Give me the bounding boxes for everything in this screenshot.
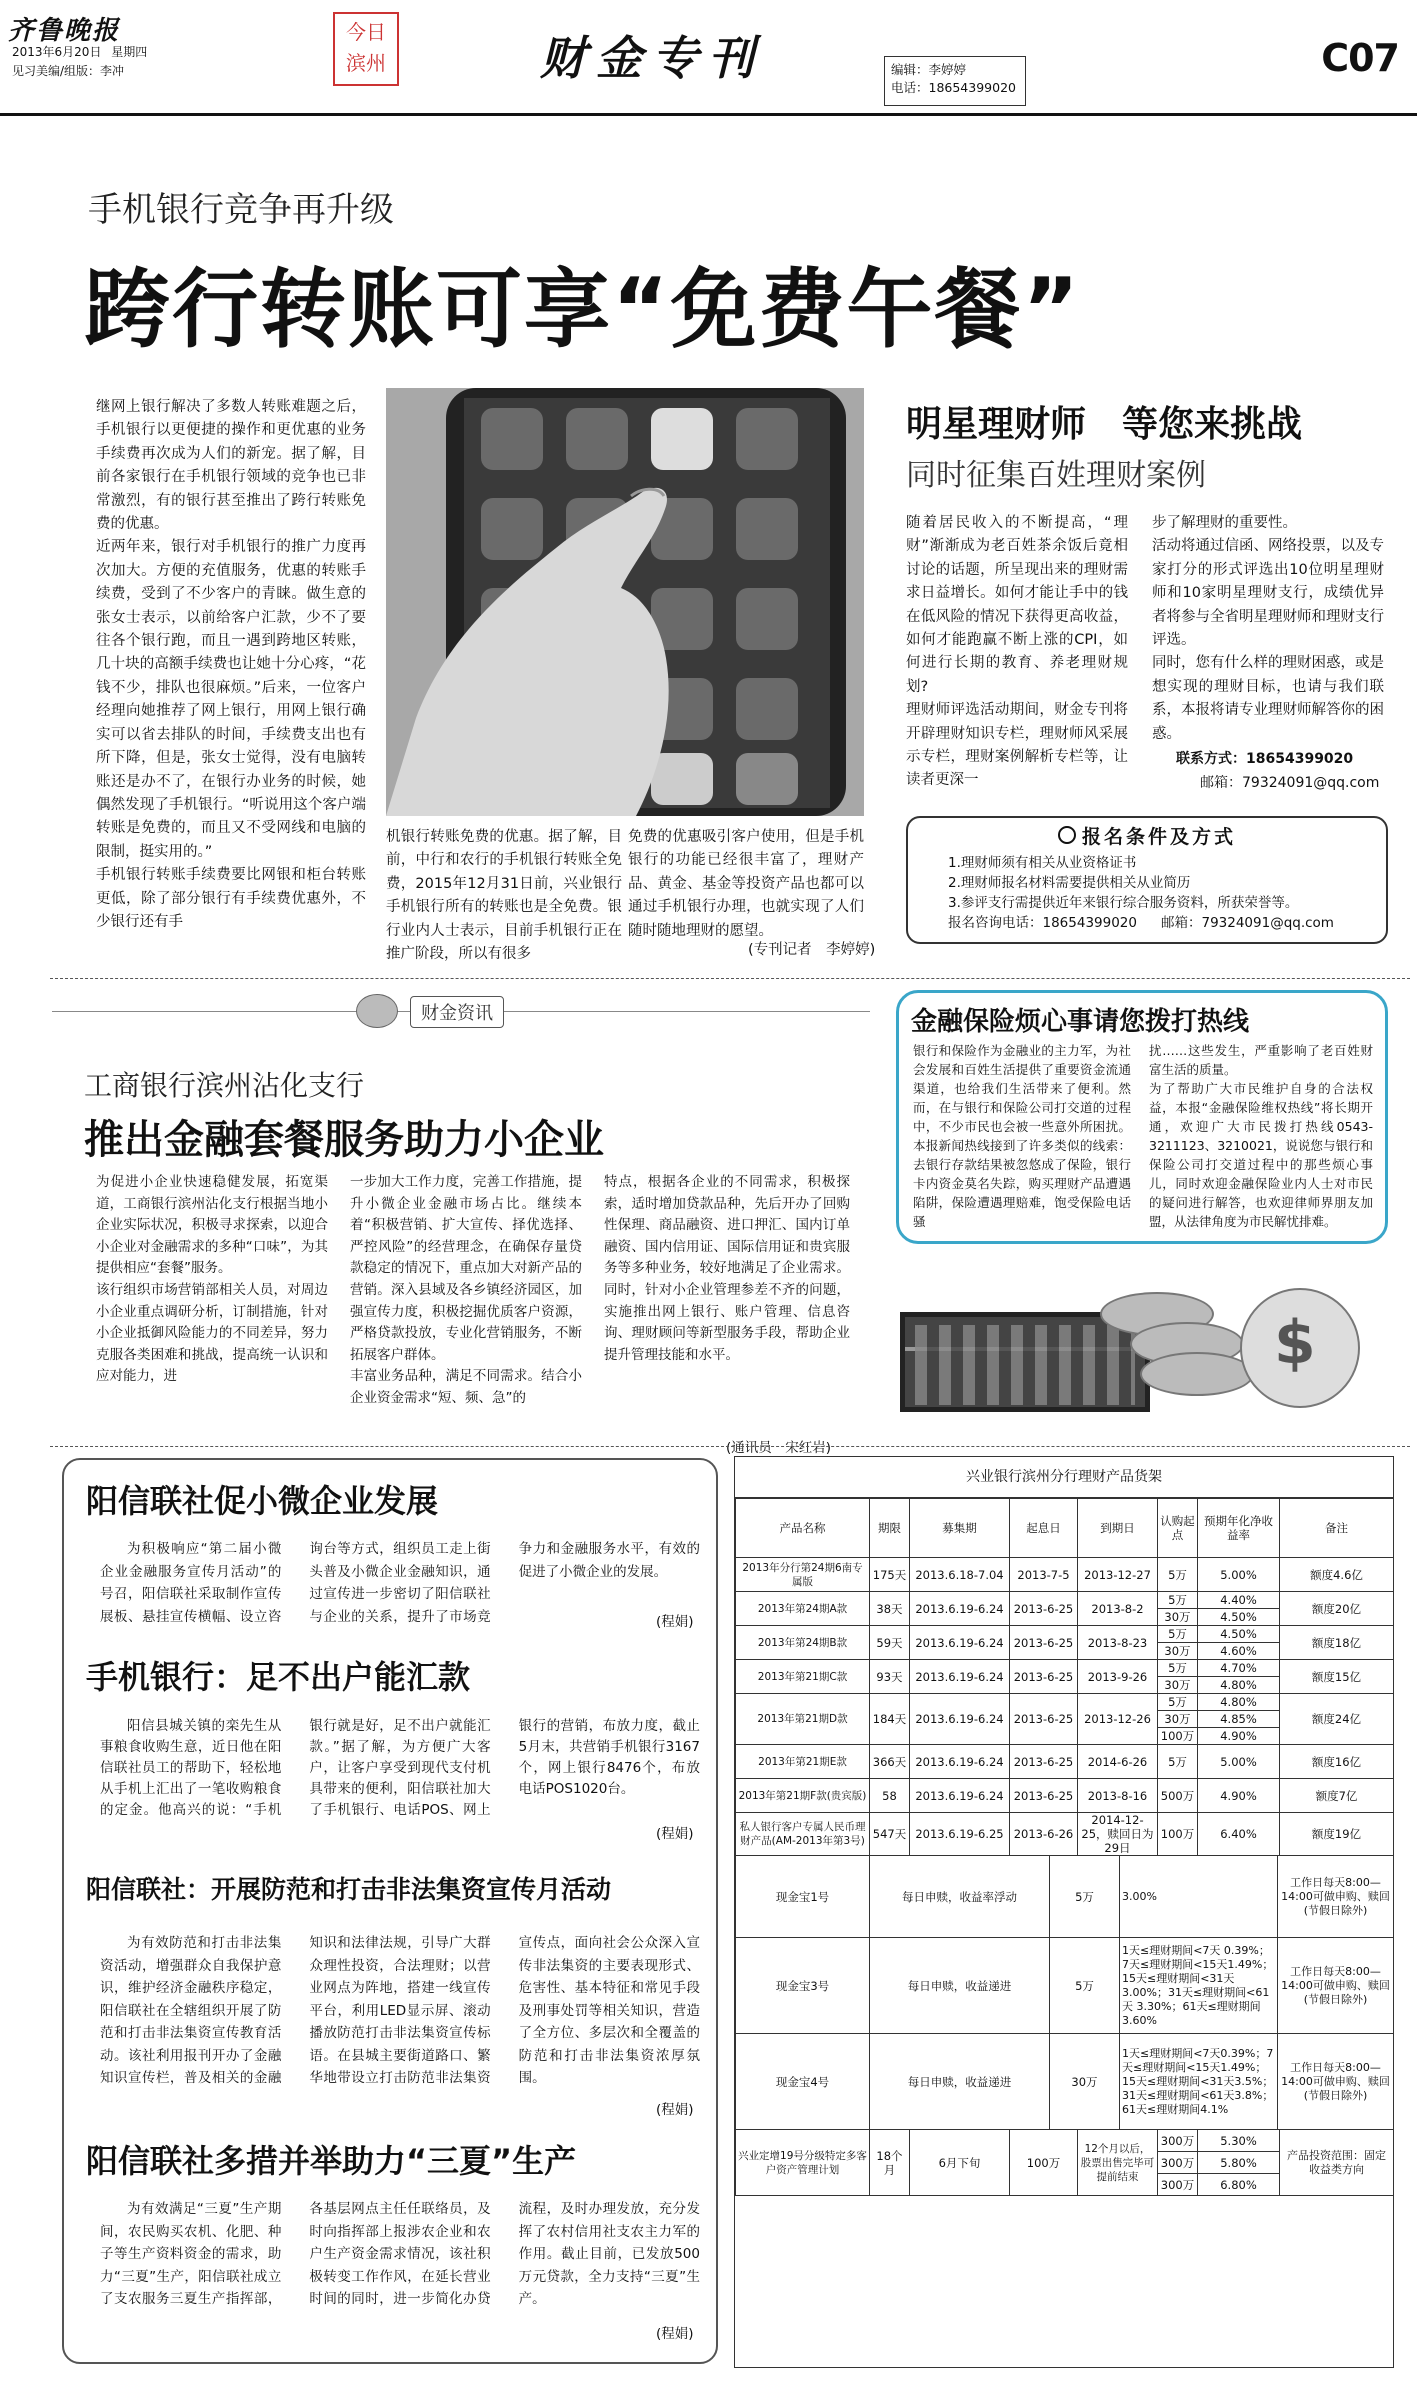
table-cell: 2013-8-2 <box>1078 1592 1158 1626</box>
conditions-phone: 报名咨询电话：18654399020 <box>948 915 1137 931</box>
promo-contact: 联系方式：18654399020 <box>1176 751 1354 767</box>
header-cell: 募集期 <box>910 1499 1010 1558</box>
product-name-cell: 现金宝4号 <box>736 2034 870 2130</box>
hotline-box <box>896 990 1388 1244</box>
coin-icon <box>1140 1352 1254 1396</box>
table-cell: 每日申赎，收益率浮动 <box>870 1856 1050 1938</box>
table-cell: 300万 <box>1158 2130 1198 2152</box>
min-amount-cell: 5万 <box>1158 1558 1198 1592</box>
table-row <box>736 2130 1394 2152</box>
table-cell: 2013-6-25 <box>1010 1660 1078 1694</box>
table-row <box>736 1694 1394 1711</box>
yield-cell: 4.90% <box>1198 1728 1280 1745</box>
globe-icon <box>356 994 398 1028</box>
table-cell: 6月下旬 <box>910 2130 1010 2196</box>
yield-cell: 4.60% <box>1198 1643 1280 1660</box>
table-cell: 38天 <box>870 1592 910 1626</box>
yield-cell: 4.70% <box>1198 1660 1280 1677</box>
table-row <box>736 1660 1394 1677</box>
header-cell: 期限 <box>870 1499 910 1558</box>
table-cell: 300万 <box>1158 2152 1198 2174</box>
table-cell: 2013-6-26 <box>1010 1813 1078 1856</box>
min-amount-cell: 5万 <box>1158 1626 1198 1643</box>
product-name-cell: 现金宝3号 <box>736 1938 870 2034</box>
product-name-cell: 2013年第24期A款 <box>736 1592 870 1626</box>
table-cell: 2013-6-25 <box>1010 1694 1078 1745</box>
table-row <box>736 1745 1394 1779</box>
staff-credit: 见习美编/组版：李冲 <box>12 64 125 78</box>
min-amount-cell: 5万 <box>1158 1660 1198 1677</box>
article-byline: (程娟) <box>656 2102 694 2118</box>
table-cell: 2013-8-23 <box>1078 1626 1158 1660</box>
min-amount-cell: 5万 <box>1158 1592 1198 1609</box>
clock-icon <box>1058 826 1076 844</box>
table-cell: 2013.6.19-6.24 <box>910 1660 1010 1694</box>
dollar-sign-icon: $ <box>1274 1308 1316 1378</box>
yield-cell: 4.80% <box>1198 1677 1280 1694</box>
table-cell: 2013-6-25 <box>1010 1592 1078 1626</box>
table-row <box>736 1558 1394 1592</box>
condition-item: 1.理财师须有相关从业资格证书 <box>948 855 1137 871</box>
article-text: 为有效防范和打击非法集资活动，增强群众自我保护意识，维护经济金融秩序稳定，阳信联社在全辖组织开展了防范和打击非法集资宣传教育活动。该社利用报刊开办了金融知识宣传栏，普及相关的金融知识和法律法规，引导广大群众理性投资，合法理财；以营业网点为阵地，搭建一线宣传平台，利用LED显示屏、滚动播放防范打击非法集资宣传标语。在县城主要街道路口、繁华地带设立打击防范非法集资宣传点，面向社会公众深入宣传非法集资的主要表现形式、危害性、基本特征和常见手段及刑事处罚等相关知识，营造了全方位、多层次和全覆盖的防范和打击非法集资浓厚氛围。 <box>100 1935 700 2086</box>
article-title: 阳信联社多措并举助力“三夏”生产 <box>86 2142 577 2180</box>
table-cell: 2013.6.19-6.25 <box>910 1813 1010 1856</box>
table-cell: 2013.6.19-6.24 <box>910 1779 1010 1813</box>
header-cell: 起息日 <box>1010 1499 1078 1558</box>
table-row <box>736 2034 1394 2130</box>
yield-cell: 4.40% <box>1198 1592 1280 1609</box>
table-cell: 2013-7-5 <box>1010 1558 1078 1592</box>
min-amount-cell: 5万 <box>1158 1745 1198 1779</box>
yield-cell: 5.00% <box>1198 1558 1280 1592</box>
table-cell: 175天 <box>870 1558 910 1592</box>
note-cell: 额度15亿 <box>1280 1660 1394 1694</box>
condition-item: 2.理财师报名材料需要提供相关从业简历 <box>948 875 1191 891</box>
yield-cell: 1天≤理财期间<7天 0.39%；7天≤理财期间<15天1.49%；15天≤理财期间<31天 3.00%；31天≤理财期间<61天 3.30%；61天≤理财期间 3.60% <box>1120 1938 1278 2034</box>
section-title: 财金专刊 <box>540 31 764 85</box>
min-amount-cell: 100万 <box>1010 2130 1078 2196</box>
yield-cell: 4.50% <box>1198 1609 1280 1626</box>
promo-email: 邮箱：79324091@qq.com <box>1200 775 1380 791</box>
note-cell: 额度7亿 <box>1280 1779 1394 1813</box>
hotline-column-1: 银行和保险作为金融业的主力军，为社会发展和百姓生活提供了重要资金流通渠道，也给我们生活带来了便利。然而，在与银行和保险公司打交道的过程中，不少市民也会被一些意外所困扰。本报新闻热线接到了许多类似的线索：去银行存款结果被忽悠成了保险，银行卡内资金莫名失踪，购买理财产品遭遇陷阱，保险遭遇理赔难，饱受保险电话骚 <box>913 1043 1131 1229</box>
yield-cell: 4.50% <box>1198 1626 1280 1643</box>
masthead-rule <box>0 113 1417 116</box>
header-cell: 备注 <box>1280 1499 1394 1558</box>
article-title: 手机银行：足不出户能汇款 <box>86 1658 471 1696</box>
smb-column-2: 一步加大工作力度，完善工作措施，提升小微企业金融市场占比。继续本着“积极营销、扩大宣传、择优选择、严控风险”的经营理念，在确保存量贷款稳定的情况下，重点加大对新产品的营销。深入县域及各乡镇经济园区，加强宣传力度，积极挖掘优质客户资源，严格贷款投放，专业化营销服务，不断拓展客户群体。 丰富业务品种，满足不同需求。结合小企业资金需求“短、频、急”的 <box>350 1174 582 1406</box>
product-name-cell: 2013年第21期C款 <box>736 1660 870 1694</box>
note-cell: 额度18亿 <box>1280 1626 1394 1660</box>
smb-byline: (通讯员 宋红岩) <box>726 1440 832 1456</box>
product-table <box>735 1498 1394 1856</box>
table-cell: 300万 <box>1158 2174 1198 2196</box>
note-cell: 工作日每天8:00—14:00可做申购、赎回(节假日除外) <box>1278 1938 1394 2034</box>
conditions-email: 邮箱：79324091@qq.com <box>1160 915 1334 931</box>
smb-kicker: 工商银行滨州沾化支行 <box>84 1069 365 1102</box>
note-cell: 额度20亿 <box>1280 1592 1394 1626</box>
promo-title: 明星理财师 等您来挑战 <box>906 404 1303 445</box>
coins-abacus-illustration <box>900 1252 1388 1438</box>
hotline-title: 金融保险烦心事请您拨打热线 <box>911 1007 1250 1037</box>
note-cell: 产品投资范围：固定收益类方向 <box>1280 2130 1394 2196</box>
hotline-column-2: 扰……这些发生，严重影响了老百姓财富生活的质量。 为了帮助广大市民维护自身的合法权益，本报“金融保险维权热线”将长期开通，欢迎广大市民拨打热线0543-3211123、3210021，说说您与银行和保险公司打交道过程中的那些烦心事儿，同时欢迎金融保险业内人士对市民的疑问进行解答，也欢迎律师界朋友加盟，从法律角度为市民解忧排难。 <box>1149 1043 1373 1229</box>
product-name-cell: 2013年第21期E款 <box>736 1745 870 1779</box>
note-cell: 额度4.6亿 <box>1280 1558 1394 1592</box>
table-cell: 2013.6.19-6.24 <box>910 1745 1010 1779</box>
header-cell: 预期年化净收益率 <box>1198 1499 1280 1558</box>
promo-column-1: 随着居民收入的不断提高，“理财”渐渐成为老百姓茶余饭后竟相讨论的话题，所呈现出来的理财需求日益增长。如何才能让手中的钱在低风险的情况下获得更高收益，如何才能跑赢不断上涨的CPI，如何进行长期的教育、养老理财规划? 理财师评选活动期间，财金专刊将开辟理财知识专栏，理财师风采展示专栏，理财案例解析专栏等，让读者更深一 <box>906 515 1128 789</box>
min-amount-cell: 5万 <box>1158 1694 1198 1711</box>
yield-cell: 5.30% <box>1198 2130 1280 2152</box>
table-cell: 每日申赎，收益递进 <box>870 1938 1050 2034</box>
table-cell: 2013.6.19-6.24 <box>910 1592 1010 1626</box>
conditions-box <box>906 816 1388 944</box>
table-row <box>736 1626 1394 1643</box>
table-cell: 2013-12-26 <box>1078 1694 1158 1745</box>
lead-headline: 跨行转账可享“免费午餐” <box>84 260 1082 360</box>
editor-box <box>884 56 1026 106</box>
section-divider <box>50 1446 1410 1447</box>
product-name-cell: 2013年第21期D款 <box>736 1694 870 1745</box>
article-text: 为积极响应“第二届小微企业金融服务宣传月活动”的号召，阳信联社采取制作宣传展板、悬挂宣传横幅、设立咨询台等方式，组织员工走上街头普及小微企业金融知识，通过宣传进一步密切了阳信联社与企业的关系，提升了市场竞争力和金融服务水平，有效的促进了小微企业的发展。 <box>100 1541 700 1625</box>
note-cell: 额度16亿 <box>1280 1745 1394 1779</box>
min-amount-cell: 30万 <box>1158 1711 1198 1728</box>
editor-phone: 电话：18654399020 <box>891 80 1016 95</box>
note-cell: 额度19亿 <box>1280 1813 1394 1856</box>
upper-table-body <box>736 1558 1394 1856</box>
table-cell: 18个月 <box>870 2130 910 2196</box>
product-table-title: 兴业银行滨州分行理财产品货架 <box>735 1457 1393 1498</box>
section-divider <box>50 978 1410 979</box>
min-amount-cell: 100万 <box>1158 1813 1198 1856</box>
article-byline: (程娟) <box>656 1614 694 1630</box>
yield-cell: 5.00% <box>1198 1745 1280 1779</box>
table-cell: 2013.6.19-6.24 <box>910 1694 1010 1745</box>
table-row <box>736 1813 1394 1856</box>
yield-cell: 1天≤理财期间<7天0.39%；7天≤理财期间<15天1.49%；15天≤理财期间<31天3.5%；31天≤理财期间<61天3.8%；61天≤理财期间4.1% <box>1120 2034 1278 2130</box>
min-amount-cell: 30万 <box>1050 2034 1120 2130</box>
table-row <box>736 1779 1394 1813</box>
news-banner <box>52 994 870 1030</box>
table-row <box>736 1856 1394 1938</box>
promo-subtitle: 同时征集百姓理财案例 <box>906 458 1206 493</box>
table-cell: 59天 <box>870 1626 910 1660</box>
table-cell: 2013-6-25 <box>1010 1745 1078 1779</box>
min-amount-cell: 30万 <box>1158 1677 1198 1694</box>
smb-column-3: 特点，根据各企业的不同需求，积极探索，适时增加贷款品种，先后开办了回购性保理、商品融资、进口押汇、国内订单融资、国内信用证、国际信用证和贵宾服务等多种业务，较好地满足了企业需求。同时，针对小企业管理参差不齐的问题，实施推出网上银行、账户管理、信息咨询、理财顾问等新型服务手段，帮助企业提升管理技能和水平。 <box>604 1174 850 1363</box>
table-header-row <box>736 1499 1394 1558</box>
product-name-cell: 2013年第21期F款(贵宾版) <box>736 1779 870 1813</box>
article-text: 阳信县城关镇的栾先生从事粮食收购生意，近日他在阳信联社员工的帮助下，轻松地从手机上汇出了一笔收购粮食的定金。他高兴的说：“手机银行就是好，足不出户就能汇款。”据了解，为方便广大客户，让客户享受到现代支付机具带来的便利，阳信联社加大了手机银行、电话POS、网上银行的营销，布放力度，截止5月末，共营销手机银行3167个，网上银行8476个，布放电话POS1020台。 <box>100 1718 700 1818</box>
note-cell: 工作日每天8:00—14:00可做申购、赎回(节假日除外) <box>1278 1856 1394 1938</box>
product-name-cell: 私人银行客户专属人民币理财产品(AM-2013年第3号) <box>736 1813 870 1856</box>
table-cell: 93天 <box>870 1660 910 1694</box>
lead-column-2: 机银行转账免费的优惠。据了解，目前，中行和农行的手机银行转账全免费，2015年12月31日前，兴业银行手机银行所有的转账也是全免费。银行业内人士表示，目前手机银行正在推广阶段，所以有很多 <box>386 829 622 962</box>
seal-text: 今日滨州 <box>346 20 386 75</box>
lead-kicker: 手机银行竞争再升级 <box>88 190 394 230</box>
table-cell: 2013-12-27 <box>1078 1558 1158 1592</box>
table-cell: 58 <box>870 1779 910 1813</box>
lower-table-body <box>736 1856 1394 2130</box>
table-cell: 2014-12-25，赎回日为29日 <box>1078 1813 1158 1856</box>
product-name-cell: 2013年分行第24期6南专属版 <box>736 1558 870 1592</box>
page-number: C07 <box>1321 36 1399 80</box>
seal-logo <box>333 12 399 86</box>
fund-table-body <box>736 2130 1394 2196</box>
yield-cell: 5.80% <box>1198 2152 1280 2174</box>
header-cell: 到期日 <box>1078 1499 1158 1558</box>
table-cell: 2013.6.19-6.24 <box>910 1626 1010 1660</box>
smb-column-1: 为促进小企业快速稳健发展，拓宽渠道，工商银行滨州沾化支行根据当地小企业实际状况，积极寻求探索，以迎合小企业对金融需求的多种“口味”，为其提供相应“套餐”服务。 该行组织市场营销部相关人员，对周边小企业重点调研分析，订制措施，针对小企业抵御风险能力的不同差异，努力克服各类困难和挑战，提高统一认识和应对能力，进 <box>96 1174 328 1385</box>
table-cell: 547天 <box>870 1813 910 1856</box>
product-name-cell: 2013年第24期B款 <box>736 1626 870 1660</box>
note-cell: 工作日每天8:00—14:00可做申购、赎回(节假日除外) <box>1278 2034 1394 2130</box>
article-byline: (程娟) <box>656 1826 694 1842</box>
min-amount-cell: 5万 <box>1050 1938 1120 2034</box>
min-amount-cell: 30万 <box>1158 1609 1198 1626</box>
table-cell: 2013-9-26 <box>1078 1660 1158 1694</box>
table-cell: 2013.6.18-7.04 <box>910 1558 1010 1592</box>
lead-column-1: 继网上银行解决了多数人转账难题之后，手机银行以更便捷的操作和更优惠的业务手续费再次成为人们的新宠。据了解，目前各家银行在手机银行领域的竞争也已非常激烈，有的银行甚至推出了跨行转账免费的优惠。 近两年来，银行对手机银行的推广力度再次加大。方便的充值服务，优惠的转账手续费，受到了不少客户的青睐。做生意的张女士表示，以前给客户汇款，少不了要往各个银行跑，而且一遇到跨地区转账，几十块的高额手续费也让她十分心疼，“花钱不少，排队也很麻烦。”后来，一位客户经理向她推荐了网上银行，用网上银行确实可以省去排队的时间，手续费支出也有所下降，但是，张女士觉得，没有电脑转账还是办不了，在银行办业务的时候，她偶然发现了手机银行。“听说用这个客户端转账是免费的，而且又不受网线和电脑的限制，挺实用的。” 手机银行转账手续费要比网银和柜台转账更低，除了部分银行有手续费优惠外，不少银行还有手 <box>96 399 366 930</box>
table-cell: 366天 <box>870 1745 910 1779</box>
article-text: 为有效满足“三夏”生产期间，农民购买农机、化肥、种子等生产资料资金的需求，助力“三夏”生产，阳信联社成立了支农服务三夏生产指挥部，各基层网点主任任联络员，及时向指挥部上报涉农企业和农户生产资金需求情况，该社积极转变工作作风，在延长营业时间的同时，进一步简化办贷流程，及时办理发放，充分发挥了农村信用社支农主力军的作用。截止目前，已发放500万元贷款，全力支持“三夏”生产。 <box>100 2201 700 2307</box>
table-cell: 2013-8-16 <box>1078 1779 1158 1813</box>
lead-column-3: 免费的优惠吸引客户使用，但是手机银行的功能已经很丰富了，理财产品、黄金、基金等投资产品也都可以通过手机银行办理，也就实现了人们随时随地理财的愿望。 <box>628 829 864 938</box>
yield-cell: 4.80% <box>1198 1694 1280 1711</box>
issue-date: 2013年6月20日 <box>12 45 102 59</box>
product-name-cell: 现金宝1号 <box>736 1856 870 1938</box>
table-row <box>736 1938 1394 2034</box>
fund-product-table <box>735 2129 1394 2196</box>
header-cell: 认购起点 <box>1158 1499 1198 1558</box>
header-cell: 产品名称 <box>736 1499 870 1558</box>
lead-byline: (专刊记者 李婷婷) <box>748 942 876 958</box>
product-table-panel <box>734 1456 1394 2368</box>
article-title: 阳信联社：开展防范和打击非法集资宣传月活动 <box>86 1875 612 1904</box>
table-cell: 184天 <box>870 1694 910 1745</box>
min-amount-cell: 500万 <box>1158 1779 1198 1813</box>
phone-photo <box>386 388 864 816</box>
paper-name: 齐鲁晚报 <box>8 16 121 46</box>
condition-item: 3.参评支行需提供近年来银行综合服务资料，所获荣誉等。 <box>948 895 1299 911</box>
table-cell: 2013-6-25 <box>1010 1779 1078 1813</box>
yield-cell: 6.40% <box>1198 1813 1280 1856</box>
table-row <box>736 1592 1394 1609</box>
smb-headline: 推出金融套餐服务助力小企业 <box>84 1117 604 1163</box>
conditions-title: 报名条件及方式 <box>1081 826 1236 848</box>
product-name-cell: 兴业定增19号分级特定多客户资产管理计划 <box>736 2130 870 2196</box>
note-cell: 额度24亿 <box>1280 1694 1394 1745</box>
cash-product-table <box>735 1855 1394 2130</box>
yield-cell: 4.85% <box>1198 1711 1280 1728</box>
yield-cell: 6.80% <box>1198 2174 1280 2196</box>
table-cell: 12个月以后，股票出售完毕可提前结束 <box>1078 2130 1158 2196</box>
article-byline: (程娟) <box>656 2326 694 2342</box>
min-amount-cell: 30万 <box>1158 1643 1198 1660</box>
yield-cell: 3.00% <box>1120 1856 1278 1938</box>
min-amount-cell: 5万 <box>1050 1856 1120 1938</box>
table-cell: 2013-6-25 <box>1010 1626 1078 1660</box>
table-cell: 每日申赎，收益递进 <box>870 2034 1050 2130</box>
promo-column-2: 步了解理财的重要性。 活动将通过信函、网络投票，以及专家打分的形式评选出10位明星理财师和10家明星理财支行，成绩优异者将参与全省明星理财师和理财支行评选。 同时，您有什么样的理财困惑，或是想实现的理财目标，也请与我们联系，本报将请专业理财师解答你的困惑。 <box>1152 515 1384 742</box>
yield-cell: 4.90% <box>1198 1779 1280 1813</box>
phone-illustration <box>386 388 864 816</box>
table-cell: 2014-6-26 <box>1078 1745 1158 1779</box>
issue-weekday: 星期四 <box>111 45 148 59</box>
editor-name: 编辑：李婷婷 <box>891 62 967 77</box>
min-amount-cell: 100万 <box>1158 1728 1198 1745</box>
news-banner-label: 财金资讯 <box>410 996 504 1028</box>
article-title: 阳信联社促小微企业发展 <box>86 1482 439 1520</box>
